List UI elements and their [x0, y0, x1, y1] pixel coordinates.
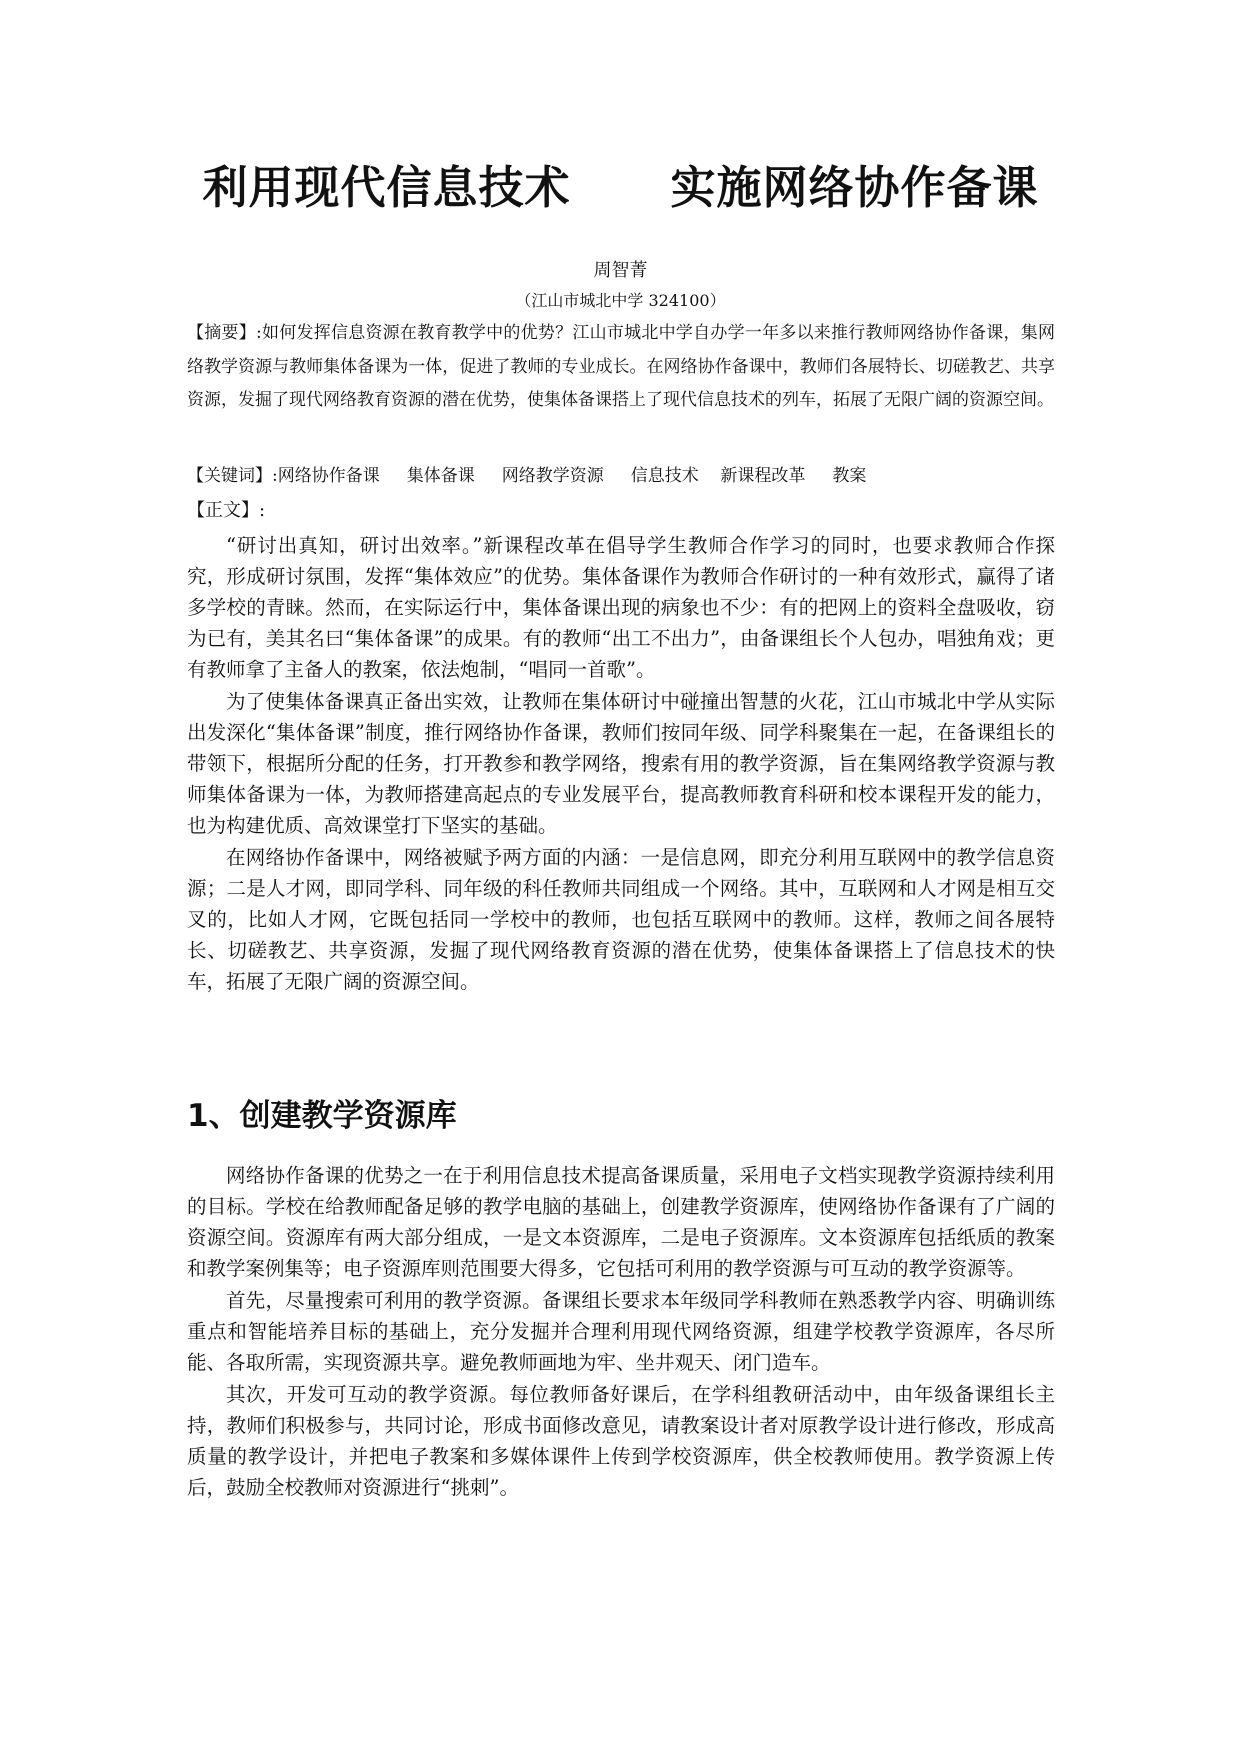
section-1-body — [187, 1160, 1055, 1504]
keywords — [187, 461, 1055, 491]
intro-section — [187, 530, 1055, 998]
abstract-label: 【摘要】: — [187, 323, 262, 343]
paragraph: “研讨出真知，研讨出效率。”新课程改革在倡导学生教师合作学习的同时，也要求教师合作探究，形成研讨氛围，发挥“集体效应”的优势。集体备课作为教师合作研讨的一种有效形式，赢得了诸多学校的青睐。然而，在实际运行中，集体备课出现的病象也不少：有的把网上的资料全盘吸收，窃为已有，美其名曰“集体备课”的成果。有的教师“出工不出力”，由备课组长个人包办，唱独角戏；更有教师拿了主备人的教案，依法炮制，“唱同一首歌”。 — [187, 534, 1055, 681]
paragraph: 首先，尽量搜索可利用的教学资源。备课组长要求本年级同学科教师在熟悉教学内容、明确训练重点和智能培养目标的基础上，充分发掘并合理利用现代网络资源，组建学校教学资源库，各尽所能、各取所需，实现资源共享。避免教师画地为牢、坐井观天、闭门造车。 — [187, 1289, 1055, 1374]
body-label: 【正文】: — [187, 500, 266, 521]
author-affiliation: （江山市城北中学 324100） — [515, 291, 726, 310]
paragraph: 为了使集体备课真正备出实效，让教师在集体研讨中碰撞出智慧的火花，江山市城北中学从实际出发深化“集体备课”制度，推行网络协作备课，教师们按同年级、同学科聚集在一起，在备课组长的带领下，根据所分配的任务，打开教参和教学网络，搜索有用的教学资源，旨在集网络教学资源与教师集体备课为一体，为教师搭建高起点的专业发展平台，提高教师教育科研和校本课程开发的能力，也为构建优质、高效课堂打下坚实的基础。 — [187, 690, 1055, 837]
abstract — [187, 317, 1055, 418]
keywords-label: 【关键词】: — [187, 466, 278, 486]
paragraph: 网络协作备课的优势之一在于利用信息技术提高备课质量，采用电子文档实现教学资源持续利用的目标。学校在给教师配备足够的教学电脑的基础上，创建教学资源库，使网络协作备课有了广阔的资源空间。资源库有两大部分组成，一是文本资源库，二是电子资源库。文本资源库包括纸质的教案和教学案例集等；电子资源库则范围要大得多，它包括可利用的教学资源与可互动的教学资源等。 — [187, 1164, 1055, 1280]
keywords-text: 网络协作备课 集体备课 网络教学资源 信息技术 新课程改革 教案 — [277, 466, 867, 486]
abstract-text: 如何发挥信息资源在教育教学中的优势？江山市城北中学自办学一年多以来推行教师网络协作备课，集网络教学资源与教师集体备课为一体，促进了教师的专业成长。在网络协作备课中，教师们各展特长、切磋教艺、共享资源，发掘了现代网络教育资源的潜在优势，使集体备课搭上了现代信息技术的列车，拓展了无限广阔的资源空间。 — [187, 323, 1056, 410]
paragraph: 其次，开发可互动的教学资源。每位教师备好课后，在学科组教研活动中，由年级备课组长主持，教师们积极参与，共同讨论，形成书面修改意见，请教案设计者对原教学设计进行修改，形成高质量的教学设计，并把电子教案和多媒体课件上传到学校资源库，供全校教师使用。教学资源上传后，鼓励全校教师对资源进行“挑刺”。 — [187, 1383, 1055, 1499]
page-title: 利用现代信息技术 实施网络协作备课 — [202, 161, 1039, 214]
paragraph: 在网络协作备课中，网络被赋予两方面的内涵：一是信息网，即充分利用互联网中的教学信息资源；二是人才网，即同学科、同年级的科任教师共同组成一个网络。其中，互联网和人才网是相互交叉的，比如人才网，它既包括同一学校中的教师，也包括互联网中的教师。这样，教师之间各展特长、切磋教艺、共享资源，发掘了现代网络教育资源的潜在优势，使集体备课搭上了信息技术的快车，拓展了无限广阔的资源空间。 — [187, 846, 1055, 993]
author-name: 周智菁 — [593, 260, 648, 281]
section-heading: 1、创建教学资源库 — [187, 1098, 457, 1134]
